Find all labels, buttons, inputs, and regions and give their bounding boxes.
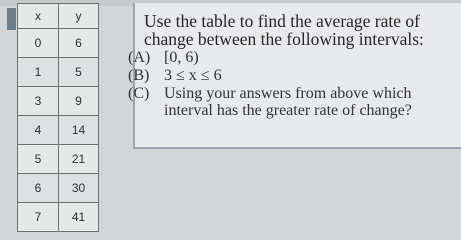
question-prompt (144, 12, 424, 48)
cell-y: 14 (59, 116, 99, 145)
table-header-row (18, 4, 99, 29)
cell-x: 4 (18, 116, 59, 145)
cell-x: 7 (18, 203, 59, 232)
question-part-a (128, 49, 454, 67)
cell-x: 6 (18, 174, 59, 203)
table-row (18, 116, 99, 145)
part-label: (B) (128, 67, 150, 84)
table-row (18, 87, 99, 116)
cell-y: 41 (59, 203, 99, 232)
xy-table (17, 3, 99, 232)
table-row (18, 29, 99, 58)
xy-table-container (17, 3, 99, 232)
table-row (18, 58, 99, 87)
cell-x: 1 (18, 58, 59, 87)
question-parts (128, 49, 454, 119)
column-header-y: y (59, 4, 99, 29)
cell-y: 21 (59, 145, 99, 174)
cell-y: 9 (59, 87, 99, 116)
cell-y: 30 (59, 174, 99, 203)
question-part-c (128, 85, 454, 119)
table-row (18, 145, 99, 174)
part-text: [0, 6) (164, 49, 199, 66)
cell-x: 3 (18, 87, 59, 116)
prompt-line-1: Use the table to find the average rate of (144, 11, 420, 31)
cell-x: 5 (18, 145, 59, 174)
question-box (128, 3, 461, 149)
column-header-x: x (18, 4, 59, 29)
part-text: 3 ≤ x ≤ 6 (164, 67, 222, 84)
part-text: Using your answers from above which interval has the greater rate of change? (164, 85, 412, 119)
prompt-line-2: change between the following intervals: (144, 29, 424, 49)
table-row (18, 203, 99, 232)
table-row (18, 174, 99, 203)
cell-y: 6 (59, 29, 99, 58)
question-part-b (128, 67, 454, 85)
left-edge-bar (7, 8, 16, 30)
part-label: (C) (128, 85, 150, 102)
part-label: (A) (128, 49, 151, 66)
cell-x: 0 (18, 29, 59, 58)
cell-y: 5 (59, 58, 99, 87)
